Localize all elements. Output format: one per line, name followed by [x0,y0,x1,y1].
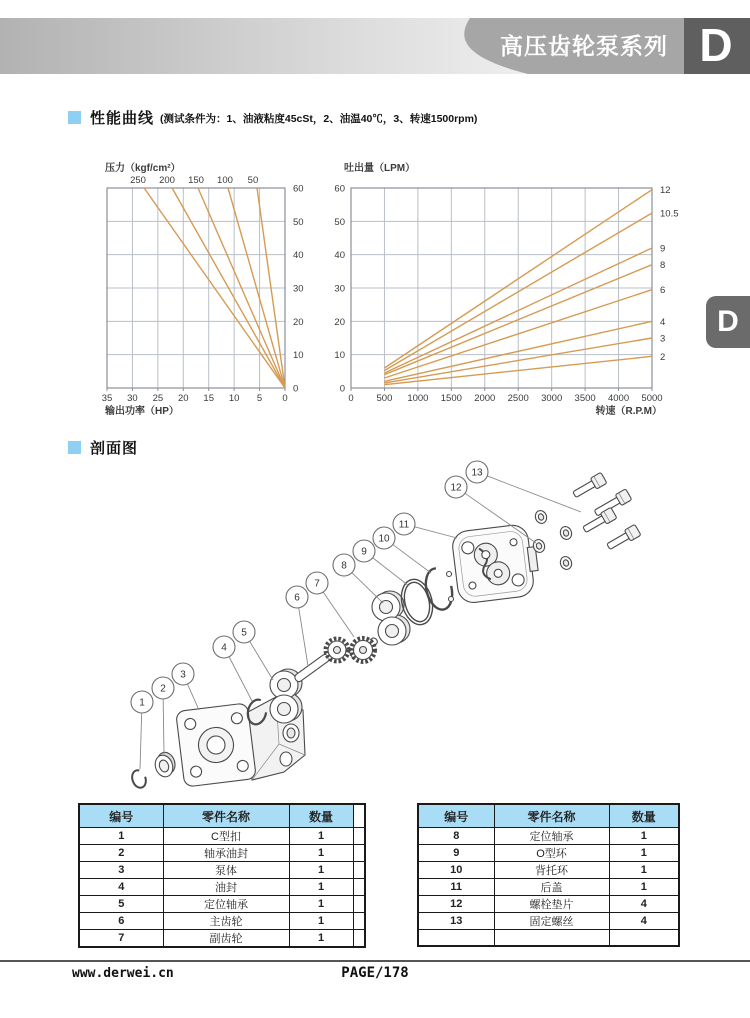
part-name-cell: 主齿轮 [163,913,289,930]
part-name-cell: O型环 [494,845,609,862]
part-main-gear [293,639,348,683]
blue-square-icon [68,441,81,454]
y-tick-label: 10 [334,350,345,362]
quantity-cell: 4 [609,896,679,913]
callout-number-2: 2 [160,683,166,695]
table-row [79,845,365,862]
callout-number-11: 11 [398,519,410,531]
x-tick-label: 2000 [474,393,496,404]
table-header-cell: 编号 [418,804,494,828]
callout-leader-13 [487,476,581,512]
empty-cell [353,930,365,948]
callout-leader-8 [352,573,383,603]
y-tick-label: 40 [334,250,345,262]
chart-flow-speed [334,161,678,417]
x-axis-title: 输出功率（HP） [105,406,179,417]
part-rear-cover [451,523,541,604]
table-row [418,845,679,862]
empty-cell [353,913,365,930]
displacement-label: 4 [660,316,666,328]
callout-number-5: 5 [241,627,247,639]
callout-leader-9 [373,558,409,586]
table-row [79,896,365,913]
part-bolt-washers [532,509,574,571]
parts-table-left [78,803,366,948]
x-tick-label: 0 [282,393,288,404]
callout-leader-11 [415,527,457,538]
empty-cell [353,828,365,845]
part-number-cell: 10 [418,862,494,879]
part-fixing-bolts [571,472,641,552]
part-number-cell: 12 [418,896,494,913]
callout-leader-3 [187,684,199,710]
quantity-cell: 1 [289,896,353,913]
table-row [418,913,679,930]
part-number-cell: 8 [418,828,494,845]
x-tick-label: 25 [152,393,164,404]
x-tick-label: 1000 [407,393,429,404]
x-axis-title: 转速（R.P.M） [595,406,662,417]
displacement-label: 9 [660,243,666,255]
callout-number-10: 10 [378,533,390,545]
x-tick-label: 30 [127,393,138,404]
table-header-cell: 零件名称 [163,804,289,828]
quantity-cell: 1 [609,879,679,896]
quantity-cell: 1 [289,862,353,879]
part-number-cell: 7 [79,930,163,948]
quantity-cell: 1 [289,879,353,896]
x-tick-label: 2500 [507,393,529,404]
part-name-cell: 定位轴承 [163,896,289,913]
chart-title: 吐出量（LPM） [344,163,416,174]
quantity-cell: 1 [609,845,679,862]
section-title: 剖面图 [90,440,139,457]
callout-leader-6 [299,608,308,666]
chart-pressure-power [102,161,304,417]
table-header-cell: 编号 [79,804,163,828]
quantity-cell: 1 [289,828,353,845]
callout-leader-1 [140,713,142,769]
table-header-row [418,804,679,828]
exploded-view-diagram [0,455,750,800]
page-header [0,0,750,100]
footer-website: www.derwei.cn [72,966,174,981]
x-tick-label: 3000 [541,393,563,404]
table-header-cell: 数量 [609,804,679,828]
x-tick-label: 1500 [440,393,462,404]
part-c-ring [130,768,148,789]
x-tick-label: 35 [101,393,113,404]
part-backup-ring [422,566,456,613]
table-row [79,862,365,879]
x-tick-label: 3500 [574,393,596,404]
callout-number-9: 9 [361,546,367,558]
x-tick-label: 4000 [607,393,630,404]
part-name-cell: C型扣 [163,828,289,845]
part-counter-gear [350,637,378,662]
displacement-label: 12 [660,185,671,197]
chart-title: 压力（kgf/cm²） [105,163,181,174]
empty-cell [353,896,365,913]
x-tick-label: 20 [177,393,189,404]
part-name-cell: 背托环 [494,862,609,879]
part-number-cell: 9 [418,845,494,862]
table-row [418,896,679,913]
part-bearing-seal [152,750,178,779]
quantity-cell: 1 [609,862,679,879]
callout-number-13: 13 [471,467,483,479]
part-number-cell: 3 [79,862,163,879]
y-tick-label: 20 [293,316,304,328]
part-number-cell: 11 [418,879,494,896]
performance-charts [0,150,750,430]
footer-page-number: PAGE/178 [341,965,409,981]
y-tick-label: 20 [334,316,345,328]
displacement-label: 6 [660,285,666,297]
x-tick-label: 500 [376,393,393,404]
quantity-cell: 1 [289,930,353,948]
displacement-label: 3 [660,333,666,345]
header-letter: D [699,19,733,71]
callout-leader-7 [323,592,354,637]
table-row [418,879,679,896]
table-header-cell-empty [353,804,365,828]
series-label: 150 [188,175,204,186]
callout-number-7: 7 [314,578,320,590]
part-name-cell: 后盖 [494,879,609,896]
y-tick-label: 0 [339,383,345,395]
table-row [79,879,365,896]
part-name-cell [494,930,609,947]
x-tick-label: 15 [203,393,215,404]
part-name-cell: 泵体 [163,862,289,879]
quantity-cell: 1 [289,913,353,930]
part-name-cell: 固定螺丝 [494,913,609,930]
y-tick-label: 40 [293,250,304,262]
quantity-cell [609,930,679,947]
part-name-cell: 螺栓垫片 [494,896,609,913]
callout-number-8: 8 [341,560,347,572]
footer-divider [0,960,750,962]
callout-number-6: 6 [294,592,300,604]
empty-cell [353,879,365,896]
part-number-cell: 4 [79,879,163,896]
table-header-cell: 数量 [289,804,353,828]
displacement-label: 10.5 [660,208,679,220]
part-name-cell: 轴承油封 [163,845,289,862]
series-label: 250 [130,175,146,186]
x-tick-label: 0 [348,393,354,404]
section-title: 性能曲线 [90,110,155,127]
table-row [418,828,679,845]
quantity-cell: 4 [609,913,679,930]
header-series-title: 高压齿轮泵系列 [500,33,668,59]
callout-number-1: 1 [139,697,145,709]
part-number-cell: 13 [418,913,494,930]
callout-number-4: 4 [221,642,227,654]
part-name-cell: 油封 [163,879,289,896]
part-number-cell [418,930,494,947]
part-number-cell: 5 [79,896,163,913]
y-tick-label: 10 [293,350,304,362]
table-row [79,930,365,948]
table-header-cell: 零件名称 [494,804,609,828]
callout-number-3: 3 [180,669,186,681]
part-name-cell: 定位轴承 [494,828,609,845]
y-tick-label: 0 [293,383,299,395]
part-number-cell: 6 [79,913,163,930]
displacement-label: 2 [660,351,666,363]
part-name-cell: 副齿轮 [163,930,289,948]
callout-leader-5 [250,641,273,680]
x-tick-label: 10 [228,393,240,404]
callout-leader-2 [163,699,164,754]
series-label: 50 [247,175,259,186]
table-row [418,930,679,947]
performance-section-heading [68,107,477,128]
callout-leader-10 [393,545,431,573]
empty-cell [353,845,365,862]
displacement-label: 8 [660,260,666,272]
part-number-cell: 1 [79,828,163,845]
blue-square-icon [68,111,81,124]
series-label: 200 [159,175,175,186]
table-row [79,828,365,845]
test-conditions: (测试条件为：1、油液粘度45cSt，2、油温40℃，3、转速1500rpm) [160,113,478,125]
y-tick-label: 60 [334,183,345,195]
table-header-row [79,804,365,828]
side-tab-letter: D [717,305,739,338]
quantity-cell: 1 [289,845,353,862]
y-tick-label: 60 [293,183,304,195]
series-label: 100 [217,175,233,186]
table-row [79,913,365,930]
table-row [418,862,679,879]
y-tick-label: 30 [293,283,304,295]
quantity-cell: 1 [609,828,679,845]
x-tick-label: 5 [256,393,263,404]
callout-leader-4 [229,657,252,701]
y-tick-label: 50 [293,216,304,228]
callout-number-12: 12 [450,482,462,494]
y-tick-label: 30 [334,283,345,295]
parts-table-right [417,803,680,947]
y-tick-label: 50 [334,216,345,228]
x-tick-label: 5000 [641,393,663,404]
empty-cell [353,862,365,879]
part-number-cell: 2 [79,845,163,862]
